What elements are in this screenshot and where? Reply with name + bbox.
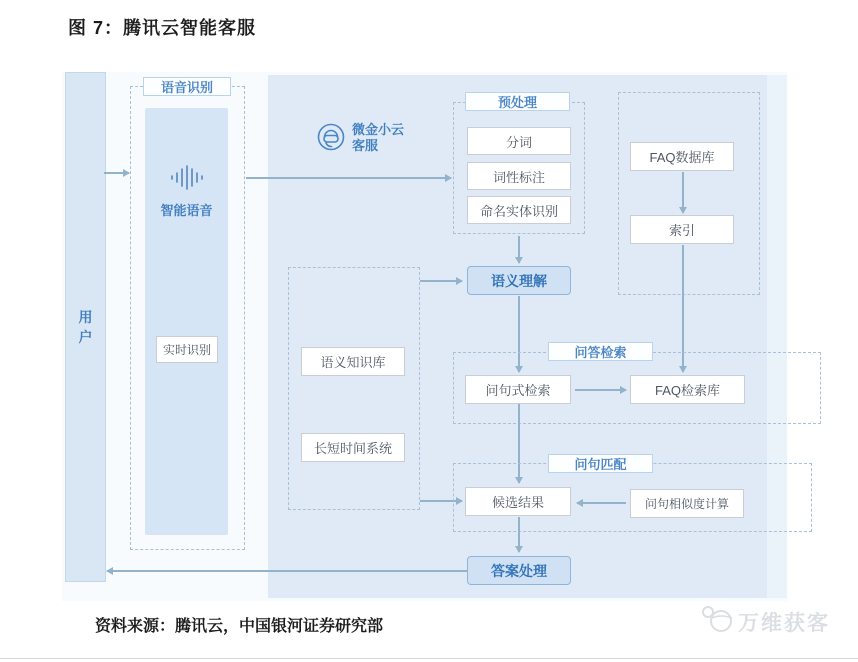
watermark-logo-icon: [700, 604, 734, 634]
qa-group-label: 问答检索: [548, 342, 653, 361]
arrow-similarity-to-candidate: [577, 502, 626, 504]
user-lane-label: 用户: [78, 309, 93, 345]
knowledge-group-frame: [288, 267, 420, 510]
faq-database-box: FAQ数据库: [630, 142, 734, 171]
bottom-divider: [0, 658, 858, 659]
step-word-segmentation: 分词: [467, 127, 571, 155]
arrow-faqdb-to-index: [682, 172, 684, 213]
long-short-time-system-box: 长短时间系统: [301, 433, 405, 462]
answer-processing-box: 答案处理: [467, 556, 571, 585]
similarity-calculation-box: 问句相似度计算: [630, 489, 744, 518]
step-named-entity-recognition: 命名实体识别: [467, 196, 571, 224]
source-note: 资料来源：腾讯云，中国银河证券研究部: [95, 618, 384, 635]
diagram-canvas: [62, 72, 787, 601]
agent-name-line1: 微金小云: [352, 122, 405, 137]
watermark-text: 万维获客: [738, 612, 830, 635]
candidate-result-box: 候选结果: [465, 487, 571, 516]
faq-group-frame: [618, 92, 760, 295]
voice-waveform-icon: [169, 164, 205, 190]
step-pos-tagging: 词性标注: [467, 162, 571, 190]
speech-engine-box: [145, 108, 228, 535]
semantic-knowledge-base-box: 语义知识库: [301, 347, 405, 376]
arrow-query-to-faqstore: [575, 389, 626, 391]
preprocess-group-label: 预处理: [465, 92, 570, 111]
arrow-answer-to-user: [107, 570, 467, 572]
agent-name: [352, 122, 404, 154]
arrow-user-to-speech: [104, 172, 129, 174]
realtime-recognition-box: 实时识别: [156, 336, 218, 363]
match-group-label: 问句匹配: [548, 454, 653, 473]
figure-title: 图 7：腾讯云智能客服: [68, 18, 257, 38]
arrow-candidate-to-answer: [518, 517, 520, 552]
speech-engine-label: 智能语音: [160, 203, 213, 218]
speech-group-label: 语音识别: [143, 77, 231, 96]
faq-store-box: FAQ检索库: [630, 375, 745, 404]
semantic-understanding-box: 语义理解: [467, 266, 571, 295]
user-lane: [65, 72, 106, 582]
customer-service-headset-icon: [315, 122, 347, 154]
arrow-knowledge-to-semantic: [420, 280, 462, 282]
query-retrieval-box: 问句式检索: [465, 375, 571, 404]
agent-name-line2: 客服: [352, 138, 379, 153]
arrow-preprocess-to-semantic: [518, 236, 520, 263]
index-box: 索引: [630, 215, 734, 244]
arrow-speech-to-preprocess: [246, 177, 451, 179]
